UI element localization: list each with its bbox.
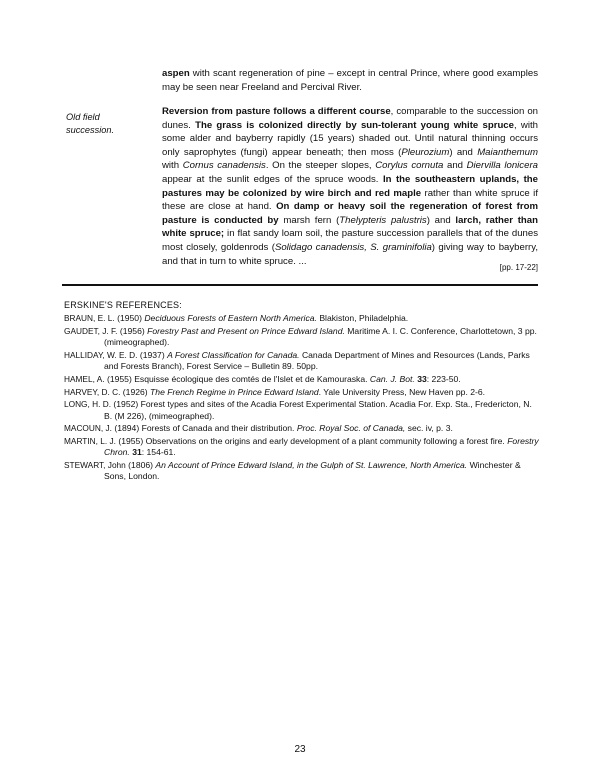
bold-text: aspen: [162, 68, 190, 79]
section-divider: [62, 284, 538, 286]
text-run: . On the steeper slopes,: [265, 160, 376, 172]
reference-entry: [64, 374, 540, 385]
text-run: : 154-61.: [141, 447, 176, 458]
text-run: appear at the sunlit edges of the spruce woods.: [162, 173, 383, 185]
italic-text: Cornus canadensis: [182, 160, 266, 172]
text-run: ) and: [449, 146, 478, 158]
page-citation: [pp. 17-22]: [499, 263, 538, 272]
text-run: ) giving way to bayberry, and that in turn to white spruce. ...: [162, 241, 538, 267]
italic-text: An Account of Prince Edward Island, in the Gulph of St. Lawrence, North America.: [155, 459, 468, 470]
text-run: , with some alder and bayberry rapidly (15 years) shaded out. Until natural thinning occurs only saprophytes (fungi) appear beneath; then moss (: [162, 119, 538, 158]
page-number: 23: [294, 744, 306, 755]
text-run: (1926): [120, 386, 151, 397]
italic-text: Thelypteris palustris: [339, 214, 427, 226]
reference-author: MACOUN, J.: [64, 423, 112, 434]
paragraph-reversion: [162, 105, 538, 268]
text-run: Blakiston, Philadelphia.: [316, 313, 409, 324]
reference-author: BRAUN, E. L.: [64, 313, 115, 324]
text-run: with: [162, 160, 183, 172]
reference-author: STEWART, John: [64, 459, 126, 470]
reference-author: HAMEL, A.: [64, 374, 105, 384]
reference-list: [64, 313, 540, 482]
reference-entry: [64, 436, 540, 459]
reference-author: HALLIDAY, W. E. D.: [64, 350, 138, 360]
italic-text: Solidago canadensis, S. graminifolia: [274, 241, 432, 253]
text-run: (1950): [114, 313, 145, 324]
bold-text: Reversion from pasture follows a different course: [162, 106, 391, 117]
italic-text: Forestry Chron.: [104, 435, 539, 458]
text-run: (1806): [125, 459, 156, 470]
text-run: (1955) Esquisse écologique des comtés de l'Islet et de Kamouraska.: [104, 374, 370, 384]
italic-text: Maianthemum: [477, 146, 538, 158]
paragraph-aspen: [162, 67, 538, 94]
bold-text: On damp or heavy soil the regeneration of forest from pasture is conducted by: [162, 201, 538, 226]
italic-text: Pleurozium: [401, 146, 450, 158]
bold-text: larch, rather than white spruce;: [162, 214, 538, 240]
references-heading: ERSKINE'S REFERENCES:: [64, 300, 182, 310]
text-run: (1952) Forest types and sites of the Acadia Forest Experimental Station. Acadia For. Exp. Sta., Fredericton, N. B. (M 226), (mimeographed).: [104, 399, 532, 421]
reference-entry: [64, 387, 540, 398]
reference-entry: [64, 423, 540, 434]
italic-text: Forestry Past and Present on Prince Edward Island.: [147, 326, 345, 336]
bold-text: 31: [132, 447, 142, 458]
text-run: sec. iv, p. 3.: [405, 423, 453, 434]
italic-text: The French Regime in Prince Edward Island: [150, 386, 319, 397]
text-run: Maritime A. I. C. Conference, Charlottetown, 3 pp. (mimeographed).: [104, 326, 537, 348]
reference-author: MARTIN, L. J.: [64, 435, 116, 446]
text-run: (1894) Forests of Canada and their distribution.: [111, 423, 297, 434]
text-run: , comparable to the succession on dunes.: [162, 106, 538, 131]
text-run: rather than white spruce if these are close at hand.: [162, 187, 538, 213]
text-run: ) and: [426, 214, 456, 226]
reference-author: HARVEY, D. C.: [64, 386, 121, 397]
text-run: in flat sandy loam soil, the pasture succession parallels that of the dunes most closely, goldenrods (: [162, 228, 539, 253]
reference-entry: [64, 399, 540, 422]
text-run: . Yale University Press, New Haven pp. 2-6.: [318, 386, 486, 397]
text-run: (1956): [117, 326, 148, 336]
references-section: [64, 300, 540, 484]
text-run: (1955) Observations on the origins and early development of a plant community following a forest fire.: [115, 435, 508, 446]
italic-text: A Forest Classification for Canada.: [167, 350, 300, 360]
reference-entry: [64, 350, 540, 373]
reference-author: LONG, H. D.: [64, 399, 112, 410]
text-run: and: [443, 160, 467, 172]
italic-text: Can. J. Bot.: [369, 374, 415, 384]
text-run: (1937): [137, 350, 168, 360]
text-run: : 223-50.: [426, 374, 461, 384]
reference-entry: [64, 460, 540, 483]
margin-note: Old field succession.: [66, 112, 115, 135]
reference-entry: [64, 326, 540, 349]
italic-text: Deciduous Forests of Eastern North America.: [144, 313, 317, 324]
text-run: Canada Department of Mines and Resources (Lands, Parks and Forests Branch), Forest Service – Bulletin 89. 50pp.: [104, 350, 530, 372]
reference-author: GAUDET, J. F.: [64, 326, 118, 336]
bold-text: In the southeastern uplands, the pastures may be colonized by wire birch and red maple: [162, 173, 539, 199]
bold-text: 33: [417, 374, 427, 384]
italic-text: Diervilla lonicera: [466, 160, 538, 172]
reference-entry: [64, 313, 540, 324]
bold-text: The grass is colonized directly by sun-tolerant young white spruce: [195, 119, 514, 131]
text-run: Winchester & Sons, London.: [104, 459, 521, 482]
italic-text: Corylus cornuta: [375, 160, 444, 172]
text-run: marsh fern (: [278, 214, 340, 226]
italic-text: Proc. Royal Soc. of Canada,: [296, 423, 406, 434]
text-run: with scant regeneration of pine – except in central Prince, where good examples may be seen near Freeland and Percival River.: [162, 68, 538, 93]
